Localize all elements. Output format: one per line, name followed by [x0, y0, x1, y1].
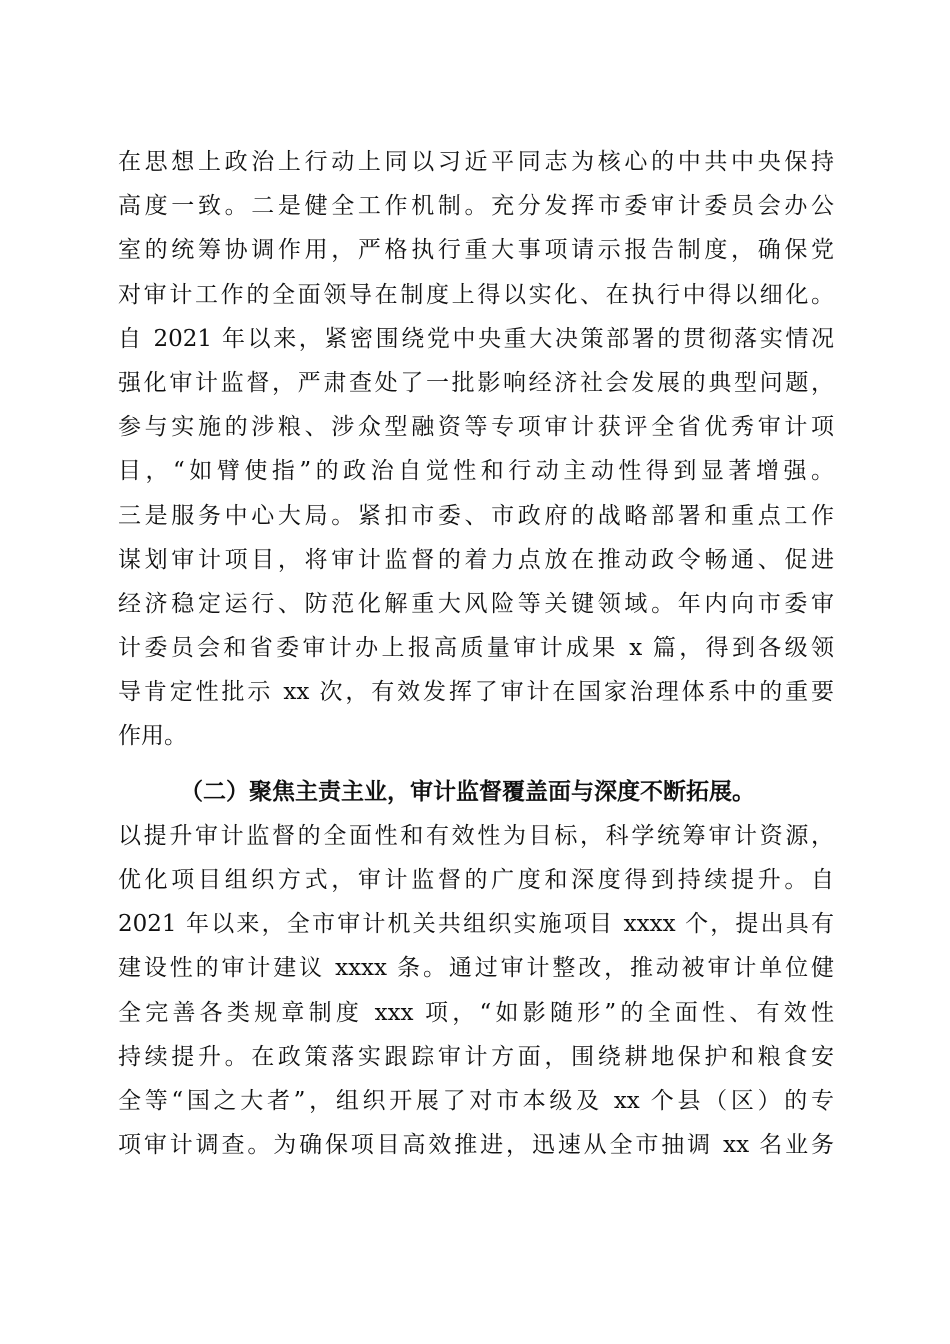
text-line: 高度一致。二是健全工作机制。充分发挥市委审计委员会办公	[118, 193, 834, 220]
section-heading: （二）聚焦主责主业，审计监督覆盖面与深度不断拓展。	[180, 777, 755, 805]
text-line: 在思想上政治上行动上同以习近平同志为核心的中共中央保持	[118, 149, 834, 175]
text-line: 持续提升。在政策落实跟踪审计方面，围绕耕地保护和粮食安	[118, 1043, 834, 1070]
text-line: 计委员会和省委审计办上报高质量审计成果 x 篇，得到各级领	[118, 635, 834, 662]
text-line: 2021 年以来，全市审计机关共组织实施项目 xxxx 个，提出具有	[118, 911, 834, 938]
paragraph-1	[118, 140, 834, 759]
text-line: 自 2021 年以来，紧密围绕党中央重大决策部署的贯彻落实情况	[118, 325, 834, 352]
text-line: 参与实施的涉粮、涉众型融资等专项审计获评全省优秀审计项	[118, 414, 834, 441]
text-line: 优化项目组织方式，审计监督的广度和深度得到持续提升。自	[118, 867, 834, 893]
text-line: 全等“国之大者”，组织开展了对市本级及 xx 个县（区）的专	[118, 1087, 834, 1114]
text-line: 三是服务中心大局。紧扣市委、市政府的战略部署和重点工作	[118, 502, 834, 529]
paragraph-2	[118, 814, 834, 1168]
text-line: 对审计工作的全面领导在制度上得以实化、在执行中得以细化。	[118, 281, 834, 308]
text-line: 强化审计监督，严肃查处了一批影响经济社会发展的典型问题，	[118, 369, 834, 396]
text-line: 谋划审计项目，将审计监督的着力点放在推动政令畅通、促进	[118, 546, 834, 573]
text-line: 建设性的审计建议 xxxx 条。通过审计整改，推动被审计单位健	[118, 955, 834, 982]
text-line: 全完善各类规章制度 xxx 项，“如影随形”的全面性、有效性	[118, 999, 834, 1026]
document-body	[118, 140, 834, 1167]
text-line: 经济稳定运行、防范化解重大风险等关键领域。年内向市委审	[118, 590, 834, 617]
paragraph-gap	[118, 759, 834, 770]
text-line: 目，“如臂使指”的政治自觉性和行动主动性得到显著增强。	[118, 458, 834, 485]
text-line: 室的统筹协调作用，严格执行重大事项请示报告制度，确保党	[118, 237, 834, 264]
text-line: 以提升审计监督的全面性和有效性为目标，科学统筹审计资源，	[118, 822, 834, 849]
text-line: 项审计调查。为确保项目高效推进，迅速从全市抽调 xx 名业务	[118, 1132, 834, 1159]
text-line: 作用。	[118, 723, 187, 750]
text-line: 导肯定性批示 xx 次，有效发挥了审计在国家治理体系中的重要	[118, 679, 834, 706]
